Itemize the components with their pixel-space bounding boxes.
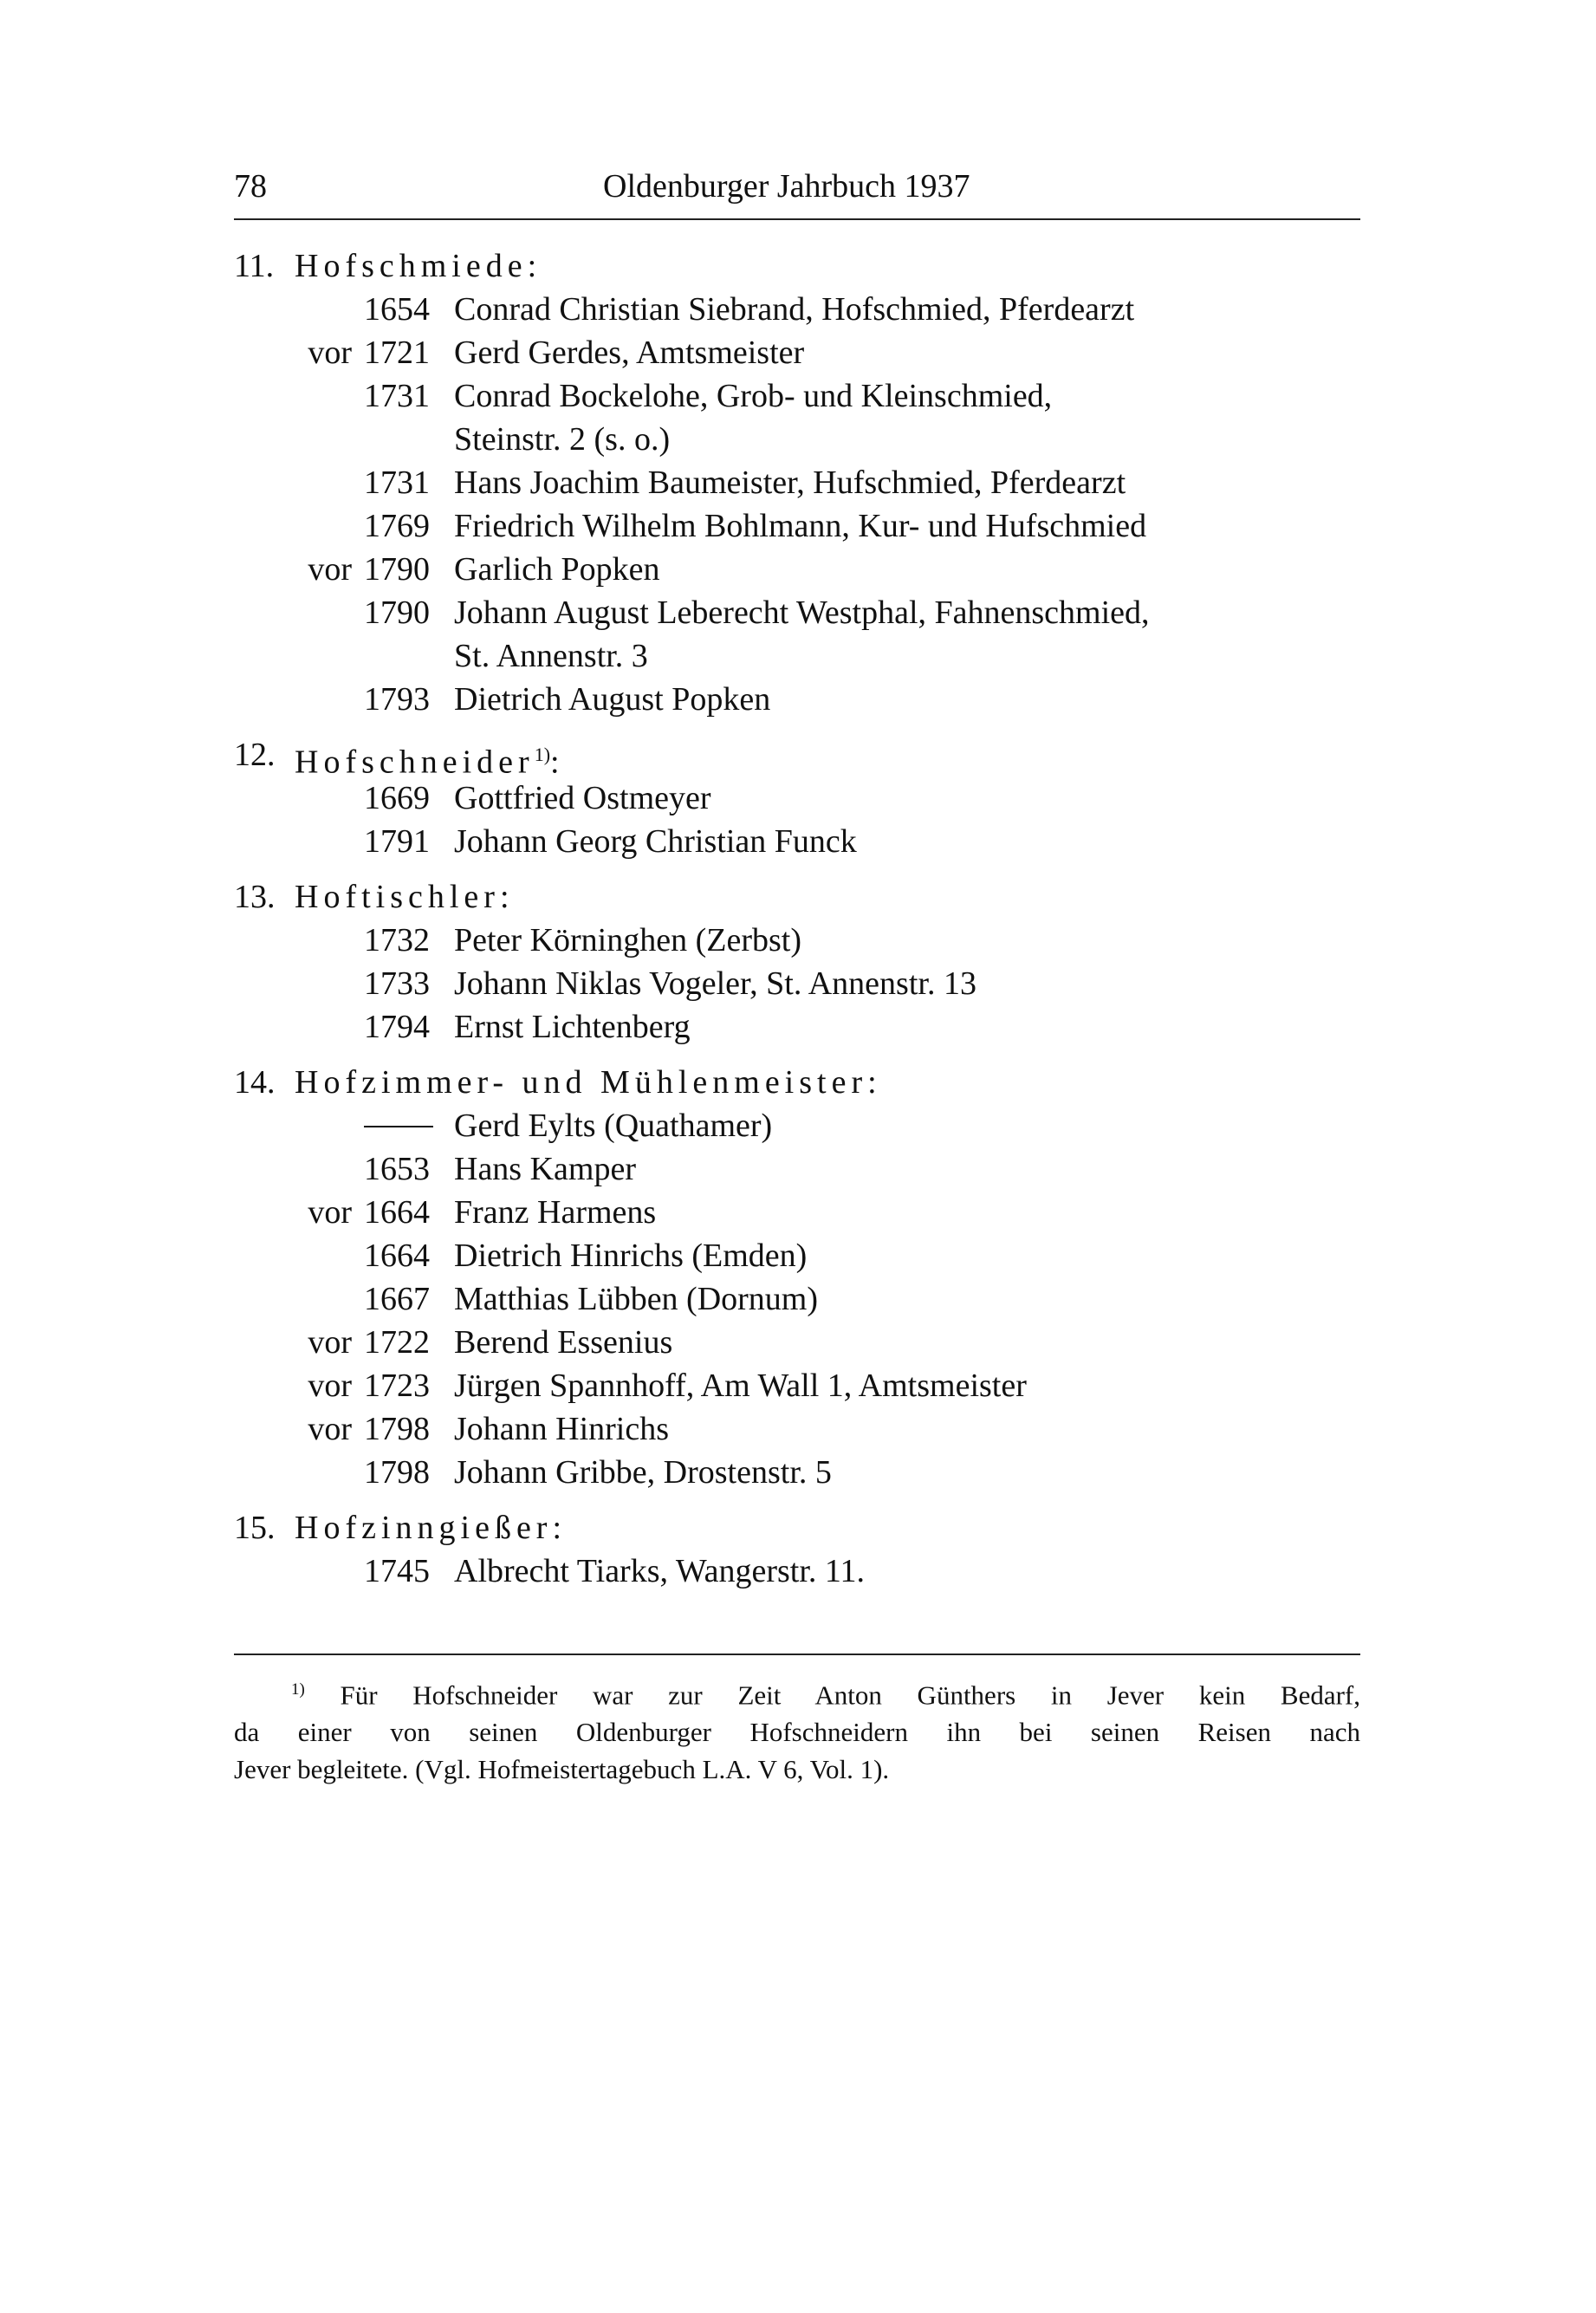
footnote xyxy=(234,1671,1360,1788)
section-number: 11. xyxy=(234,248,275,284)
entry-qualifier xyxy=(286,962,364,1005)
entry-qualifier xyxy=(286,1104,364,1147)
entry-description-line: Steinstr. 2 (s. o.) xyxy=(454,421,671,458)
entry-description xyxy=(454,1104,1346,1147)
section-heading xyxy=(234,1061,1360,1104)
entry-row xyxy=(234,591,1360,678)
section-heading xyxy=(234,1506,1360,1550)
entry-year xyxy=(364,1104,454,1147)
footnote-reference: 1) xyxy=(534,744,551,765)
entry-description xyxy=(454,591,1346,678)
entry-row xyxy=(234,1005,1360,1049)
entry-description xyxy=(454,1147,1346,1191)
entry-year: 1664 xyxy=(364,1238,430,1274)
entry-row xyxy=(234,1277,1360,1321)
entry-year: 1664 xyxy=(364,1194,430,1231)
section-title xyxy=(295,1061,882,1104)
entry-row xyxy=(234,1147,1360,1191)
entry-year: 1722 xyxy=(364,1324,430,1361)
entry-row xyxy=(234,331,1360,374)
section-number: 15. xyxy=(234,1510,276,1546)
entry-year: 1769 xyxy=(364,508,430,544)
entry-description xyxy=(454,548,1346,591)
footnote-line xyxy=(234,1671,1360,1713)
entry-year: 1669 xyxy=(364,780,430,816)
entry-description-line: Johann Gribbe, Drostenstr. 5 xyxy=(454,1454,832,1491)
entry-qualifier xyxy=(286,461,364,504)
entry-description-line: Franz Harmens xyxy=(454,1194,657,1231)
entry-row xyxy=(234,919,1360,962)
section-title-text: Hoftischler: xyxy=(295,879,515,915)
section-title-suffix: : xyxy=(550,744,565,781)
section-title-text: Hofschmiede: xyxy=(295,248,542,284)
main-content xyxy=(234,244,1360,1593)
section-heading xyxy=(234,733,1360,781)
entry-description-line: Dietrich Hinrichs (Emden) xyxy=(454,1238,808,1274)
section-title-text: Hofzimmer- und Mühlenmeister: xyxy=(295,1064,882,1101)
section-title-text: Hofzinngießer: xyxy=(295,1510,568,1546)
entry-description xyxy=(454,1191,1346,1234)
entry-description xyxy=(454,504,1346,548)
entry-year: 1653 xyxy=(364,1151,430,1187)
entry-row xyxy=(234,1191,1360,1234)
entry-qualifier xyxy=(286,1234,364,1277)
footnote-line: da einer von seinen Oldenburger Hofschneidern ihn bei seinen Reisen nach xyxy=(234,1717,1360,1748)
page-number: 78 xyxy=(234,168,267,205)
entry-description xyxy=(454,1321,1346,1364)
entry-qualifier xyxy=(286,919,364,962)
section-number: 12. xyxy=(234,737,276,773)
entry-year: 1798 xyxy=(364,1411,430,1447)
entry-year: 1732 xyxy=(364,922,430,958)
entry-description-line: Albrecht Tiarks, Wangerstr. 11. xyxy=(454,1553,866,1589)
footnote-marker: 1) xyxy=(291,1680,305,1699)
section-heading xyxy=(234,244,1360,288)
entry-year: 1731 xyxy=(364,465,430,501)
entry-row xyxy=(234,288,1360,331)
entry-qualifier: vor xyxy=(308,1368,352,1404)
entry-qualifier xyxy=(286,1451,364,1494)
entry-year: 1790 xyxy=(364,594,430,631)
entry-year: 1721 xyxy=(364,335,430,371)
entry-year: 1745 xyxy=(364,1553,430,1589)
entry-row xyxy=(234,1364,1360,1407)
entry-description xyxy=(454,919,1346,962)
entry-description xyxy=(454,678,1346,721)
entry-description-line: Conrad Bockelohe, Grob- und Kleinschmied, xyxy=(454,378,1053,414)
entry-qualifier: vor xyxy=(308,1194,352,1231)
entry-row xyxy=(234,1234,1360,1277)
entry-qualifier: vor xyxy=(308,335,352,371)
entry-qualifier xyxy=(286,776,364,820)
footnote-text: Für Hofschneider war zur Zeit Anton Günthers in Jever kein Bedarf, xyxy=(340,1680,1360,1711)
entry-qualifier xyxy=(286,1005,364,1049)
entry-description-line: Johann August Leberecht Westphal, Fahnenschmied, xyxy=(454,594,1150,631)
entry-description-line: Hans Joachim Baumeister, Hufschmied, Pferdearzt xyxy=(454,465,1126,501)
footnote-line: Jever begleitete. (Vgl. Hofmeistertagebuch L.A. V 6, Vol. 1). xyxy=(234,1754,890,1785)
entry-qualifier xyxy=(286,678,364,721)
entry-description xyxy=(454,461,1346,504)
entry-row xyxy=(234,962,1360,1005)
section-number: 13. xyxy=(234,879,276,915)
entry-qualifier: vor xyxy=(308,1411,352,1447)
entry-year: 1798 xyxy=(364,1454,430,1491)
section-title xyxy=(295,875,515,919)
entry-row xyxy=(234,504,1360,548)
section-title xyxy=(295,244,542,288)
entry-description-line: Johann Georg Christian Funck xyxy=(454,823,857,860)
entry-description-line: Ernst Lichtenberg xyxy=(454,1009,691,1045)
entry-qualifier xyxy=(286,1277,364,1321)
entry-row xyxy=(234,1104,1360,1147)
entry-row xyxy=(234,1550,1360,1593)
entry-row xyxy=(234,461,1360,504)
entry-qualifier xyxy=(286,288,364,331)
entry-description-line: Johann Hinrichs xyxy=(454,1411,670,1447)
entry-description-line: Hans Kamper xyxy=(454,1151,636,1187)
entry-year: 1733 xyxy=(364,965,430,1002)
entry-description-line: Garlich Popken xyxy=(454,551,660,588)
entry-description xyxy=(454,288,1346,331)
entry-description xyxy=(454,1407,1346,1451)
entry-qualifier xyxy=(286,591,364,678)
footnote-rule xyxy=(234,1654,1360,1655)
entry-year: 1667 xyxy=(364,1281,430,1317)
entry-row xyxy=(234,776,1360,820)
entry-row xyxy=(234,820,1360,863)
entry-description-line: Matthias Lübben (Dornum) xyxy=(454,1281,819,1317)
section-heading xyxy=(234,875,1360,919)
entry-description xyxy=(454,820,1346,863)
entry-description-line: Gerd Eylts (Quathamer) xyxy=(454,1108,773,1144)
entry-row xyxy=(234,1321,1360,1364)
entry-year: 1654 xyxy=(364,291,430,328)
entry-description-line: Conrad Christian Siebrand, Hofschmied, Pferdearzt xyxy=(454,291,1135,328)
entry-qualifier xyxy=(286,820,364,863)
section-number: 14. xyxy=(234,1064,276,1101)
entry-description xyxy=(454,1364,1346,1407)
entry-qualifier xyxy=(286,1550,364,1593)
entry-description xyxy=(454,1277,1346,1321)
entry-description xyxy=(454,374,1346,461)
entry-description-line: St. Annenstr. 3 xyxy=(454,638,648,674)
entry-row xyxy=(234,1407,1360,1451)
entry-year: 1790 xyxy=(364,551,430,588)
section-title-text: Hofschneider xyxy=(295,744,535,781)
entry-row xyxy=(234,678,1360,721)
entry-qualifier xyxy=(286,374,364,461)
entry-year: 1791 xyxy=(364,823,430,860)
section-title xyxy=(295,733,565,781)
entry-description-line: Jürgen Spannhoff, Am Wall 1, Amtsmeister xyxy=(454,1368,1027,1404)
entry-qualifier: vor xyxy=(308,551,352,588)
entry-description xyxy=(454,331,1346,374)
entry-description xyxy=(454,1005,1346,1049)
entry-row xyxy=(234,374,1360,461)
entry-description-line: Johann Niklas Vogeler, St. Annenstr. 13 xyxy=(454,965,976,1002)
header-rule xyxy=(234,218,1360,220)
entry-description-line: Gerd Gerdes, Amtsmeister xyxy=(454,335,805,371)
entry-row xyxy=(234,548,1360,591)
running-title: Oldenburger Jahrbuch 1937 xyxy=(603,168,970,205)
entry-description xyxy=(454,962,1346,1005)
entry-qualifier xyxy=(286,1147,364,1191)
entry-description xyxy=(454,1550,1346,1593)
entry-description-line: Dietrich August Popken xyxy=(454,681,771,718)
entry-description xyxy=(454,1451,1346,1494)
entry-year: 1723 xyxy=(364,1368,430,1404)
entry-row xyxy=(234,1451,1360,1494)
entry-description-line: Friedrich Wilhelm Bohlmann, Kur- und Hufschmied xyxy=(454,508,1147,544)
entry-description-line: Gottfried Ostmeyer xyxy=(454,780,711,816)
entry-qualifier: vor xyxy=(308,1324,352,1361)
entry-description-line: Peter Körninghen (Zerbst) xyxy=(454,922,801,958)
entry-dash xyxy=(364,1126,433,1127)
entry-description xyxy=(454,1234,1346,1277)
entry-description xyxy=(454,776,1346,820)
page-header xyxy=(234,165,1360,217)
entry-year: 1794 xyxy=(364,1009,430,1045)
entry-year: 1731 xyxy=(364,378,430,414)
section-title xyxy=(295,1506,567,1550)
entry-year: 1793 xyxy=(364,681,430,718)
entry-description-line: Berend Essenius xyxy=(454,1324,673,1361)
entry-qualifier xyxy=(286,504,364,548)
